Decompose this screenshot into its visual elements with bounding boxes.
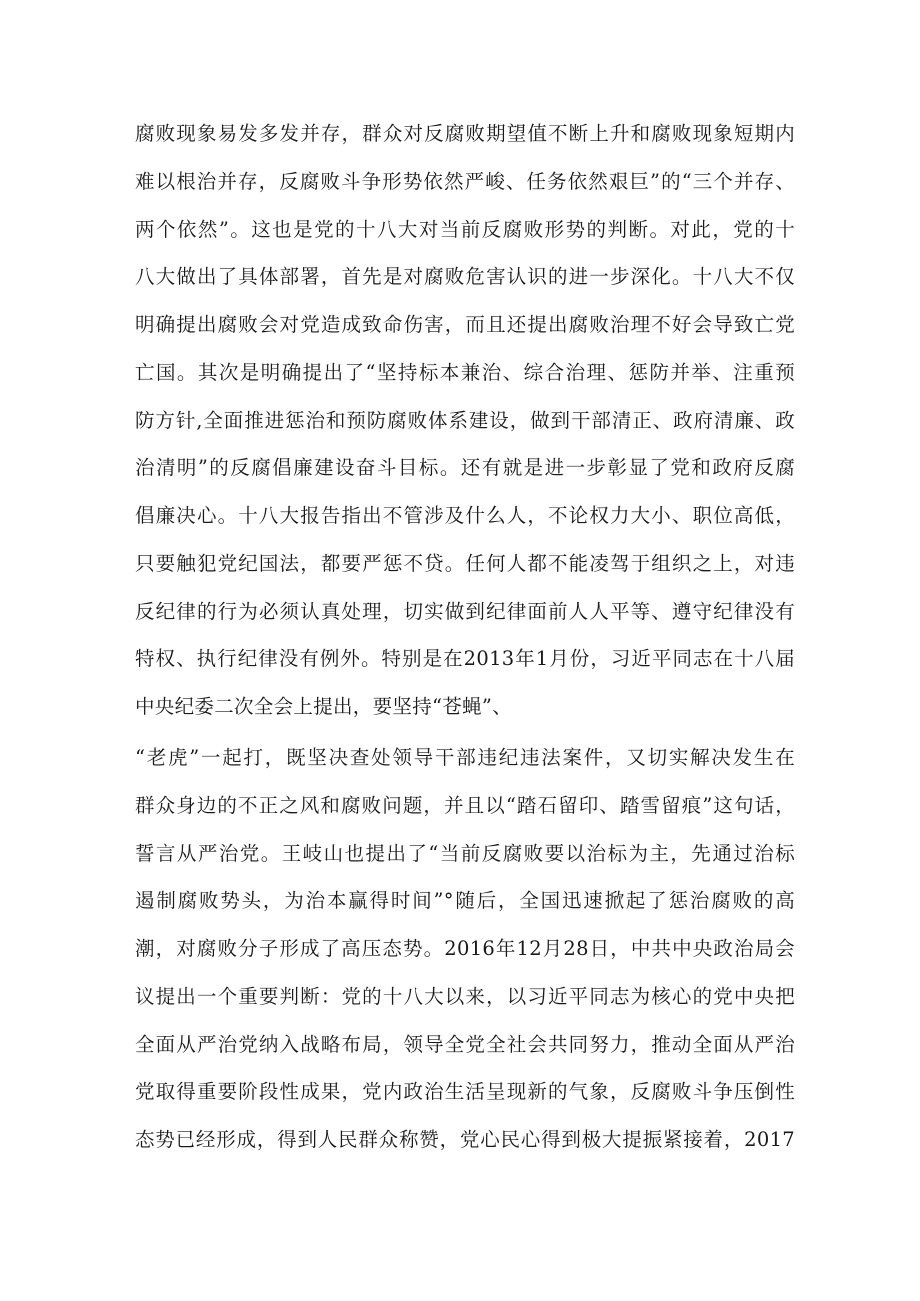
text-line: 防方针,全面推进惩治和预防腐败体系建设，做到干部清正、政府清廉、政 (135, 409, 795, 432)
text-line: “老虎”一起打，既坚决查处领导干部违纪违法案件，又切实解决发生在 (135, 746, 795, 769)
text-line: 群众身边的不正之风和腐败问题，并且以“踏石留印、踏雪留痕”这句话， (135, 794, 795, 817)
text-line: 两个依然”。这也是党的十八大对当前反腐败形势的判断。对此，党的十 (135, 218, 795, 241)
text-line: 倡廉决心。十八大报告指出不管涉及什么人，不论权力大小、职位高低， (135, 504, 795, 527)
text-line: 党取得重要阶段性成果，党内政治生活呈现新的气象，反腐败斗争压倒性 (135, 1080, 795, 1103)
text-line: 明确提出腐败会对党造成致命伤害，而且还提出腐败治理不好会导致亡党 (135, 313, 795, 336)
text-line: 八大做出了具体部署，首先是对腐败危害认识的进一步深化。十八大不仅 (135, 265, 795, 288)
text-line: 态势已经形成，得到人民群众称赞，党心民心得到极大提振紧接着，2017 (135, 1128, 795, 1151)
text-line: 中央纪委二次全会上提出，要坚持“苍蝇”、 (135, 695, 512, 718)
text-line: 誓言从严治党。王岐山也提出了“当前反腐败要以治标为主，先通过治标 (135, 842, 795, 865)
text-line: 难以根治并存，反腐败斗争形势依然严峻、任务依然艰巨”的“三个并存、 (135, 170, 795, 193)
text-line: 反纪律的行为必须认真处理，切实做到纪律面前人人平等、遵守纪律没有 (135, 600, 795, 623)
text-line: 特权、执行纪律没有例外。特别是在2013年1月份，习近平同志在十八届 (135, 647, 795, 670)
text-line: 治清明”的反腐倡廉建设奋斗目标。还有就是进一步彰显了党和政府反腐 (135, 456, 795, 479)
text-line: 腐败现象易发多发并存，群众对反腐败期望值不断上升和腐败现象短期内 (135, 122, 795, 145)
text-line: 议提出一个重要判断：党的十八大以来，以习近平同志为核心的党中央把 (135, 985, 795, 1008)
text-line: 潮，对腐败分子形成了高压态势。2016年12月28日，中共中央政治局会 (135, 937, 795, 960)
text-line: 亡国。其次是明确提出了“坚持标本兼治、综合治理、惩防并举、注重预 (135, 361, 795, 384)
text-line: 只要触犯党纪国法，都要严惩不贷。任何人都不能凌驾于组织之上，对违 (135, 552, 795, 575)
text-line: 遏制腐败势头，为治本赢得时间”°随后，全国迅速掀起了惩治腐败的高 (135, 889, 795, 912)
text-line: 全面从严治党纳入战略布局，领导全党全社会共同努力，推动全面从严治 (135, 1033, 795, 1056)
